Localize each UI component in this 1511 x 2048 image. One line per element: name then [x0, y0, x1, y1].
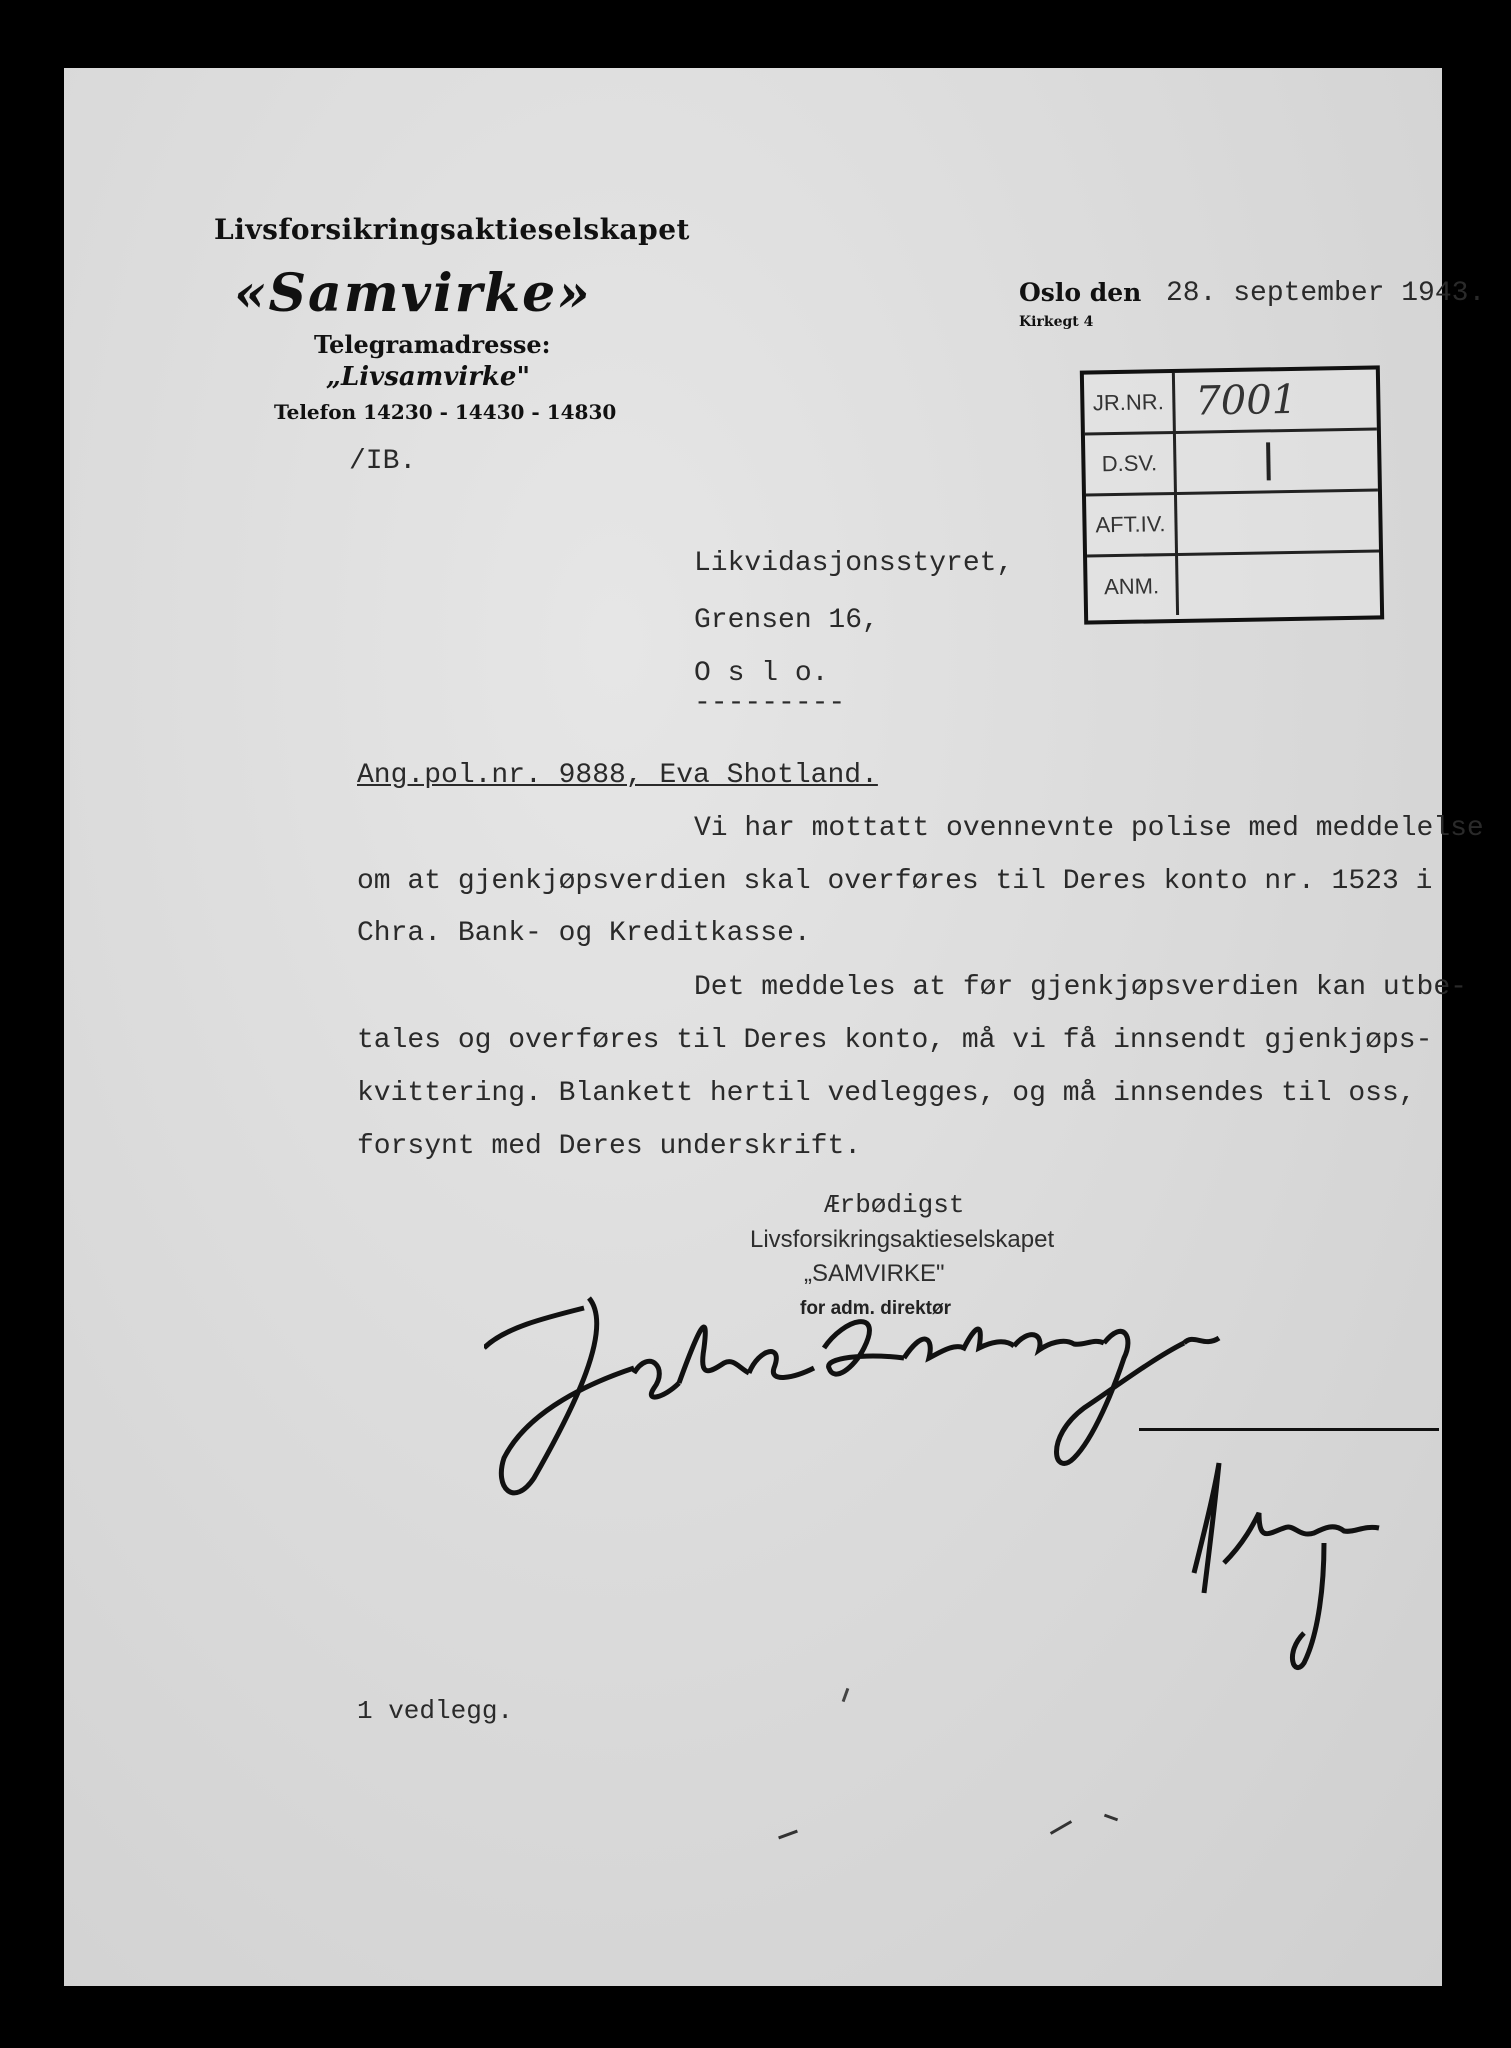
body-line: Det meddeles at før gjenkjøpsverdien kan utbe- — [694, 972, 1467, 1003]
body-line: Vi har mottatt ovennevnte polise med meddelelse — [694, 813, 1484, 844]
closing-company-name: „SAMVIRKE" — [804, 1260, 945, 1287]
stamp-mark — [1266, 442, 1271, 480]
journal-stamp — [1080, 365, 1384, 624]
letter-sheet — [64, 68, 1486, 1986]
subject-line: Ang.pol.nr. 9888, Eva Shotland. — [357, 760, 878, 791]
stamp-journal-number: 7001 — [1194, 376, 1298, 425]
stray-mark — [842, 1688, 850, 1702]
recipient-street: Grensen 16, — [694, 605, 879, 636]
stamp-value-cell — [1176, 430, 1378, 494]
recipient-name: Likvidasjonsstyret, — [694, 548, 1014, 579]
body-line: kvittering. Blankett hertil vedlegges, og må innsendes til oss, — [357, 1078, 1416, 1109]
stamp-label: JR.NR. — [1084, 373, 1176, 436]
body-line: om at gjenkjøpsverdien skal overføres til Deres konto nr. 1523 i — [357, 866, 1433, 897]
street-address: Kirkegt 4 — [1019, 314, 1094, 330]
stamp-label: D.SV. — [1085, 434, 1177, 497]
stamp-label: AFT.IV. — [1086, 495, 1178, 558]
letter-date: 28. september 1943. — [1166, 278, 1486, 309]
letterhead-telephone: Telefon 14230 - 14430 - 14830 — [274, 400, 617, 424]
stamp-value-cell — [1175, 369, 1377, 433]
recipient-city: O s l o. — [694, 658, 829, 689]
body-line: forsynt med Deres underskrift. — [357, 1131, 862, 1162]
body-line: tales og overføres til Deres konto, må vi få innsendt gjenkjøps- — [357, 1025, 1433, 1056]
closing-title: for adm. direktør — [800, 1298, 951, 1319]
stray-mark — [1104, 1814, 1118, 1822]
letterhead-telegram-label: Telegramadresse: — [314, 330, 551, 359]
signature-second — [1174, 1453, 1424, 1683]
letterhead-company-line: Livsforsikringsaktieselskapet — [214, 213, 690, 246]
reference-initials: /IB. — [349, 446, 417, 477]
stamp-label: ANM. — [1087, 556, 1179, 617]
recipient-underline: --------- — [694, 688, 846, 719]
closing-company: Livsforsikringsaktieselskapet — [750, 1226, 1055, 1253]
signature-director — [484, 1288, 1224, 1508]
stamp-value-cell — [1178, 552, 1380, 614]
signature-line — [1139, 1428, 1439, 1431]
letterhead-brand: «Samvirke» — [234, 263, 592, 324]
body-line: Chra. Bank- og Kreditkasse. — [357, 918, 811, 949]
closing-greeting: Ærbødigst — [824, 1190, 965, 1220]
stray-mark — [1050, 1820, 1072, 1835]
stamp-value-cell — [1177, 491, 1379, 555]
enclosure-note: 1 vedlegg. — [357, 1696, 514, 1726]
letterhead-telegram-address: „Livsamvirke" — [326, 362, 531, 392]
stray-mark — [778, 1830, 798, 1840]
date-place: Oslo den — [1019, 278, 1142, 307]
